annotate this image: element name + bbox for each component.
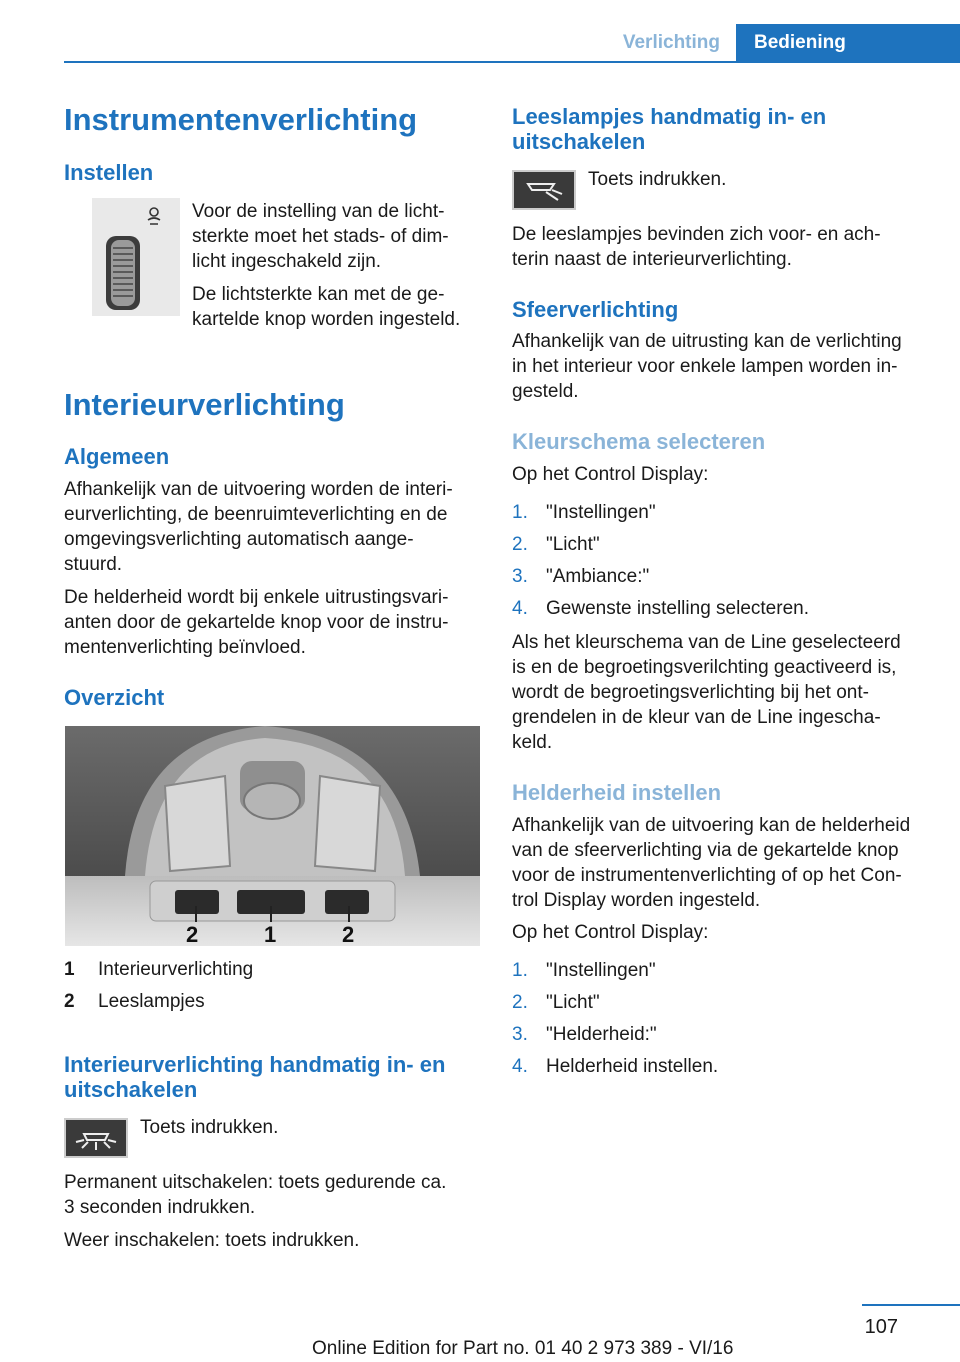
heading-interieur-handmatig-1: Interieurverlichting handmatig in- en xyxy=(64,1052,446,1077)
text-line: trol Display worden ingesteld. xyxy=(512,890,761,911)
text-line: voor de instrumentenverlichting of op het Con- xyxy=(512,865,902,886)
text-line: De helderheid wordt bij enkele uitrustingsvari- xyxy=(64,587,449,608)
reading-light-button-icon xyxy=(512,170,576,210)
step-number: 1. xyxy=(512,960,528,981)
step-text: Gewenste instelling selecteren. xyxy=(546,598,809,619)
weer-paragraph: Weer inschakelen: toets indrukken. xyxy=(64,1230,360,1251)
header-section-tab: Verlichting xyxy=(622,32,720,53)
text-line: eurverlichting, de beenruimteverlichting en de xyxy=(64,504,448,525)
callout-2-right: 2 xyxy=(342,922,355,947)
step-text: "Instellingen" xyxy=(546,502,656,523)
text-line: wordt de begroetingsverlichting bij het ont- xyxy=(512,682,869,703)
step-number: 4. xyxy=(512,598,528,619)
header-rule xyxy=(64,61,960,63)
step-number: 1. xyxy=(512,502,528,523)
step-text: "Licht" xyxy=(546,534,600,555)
text-line: Afhankelijk van de uitvoering kan de helderheid xyxy=(512,815,911,836)
step-number: 2. xyxy=(512,534,528,555)
legend-label: Leeslampjes xyxy=(98,991,205,1012)
text-line: mentenverlichting beïnvloed. xyxy=(64,637,306,658)
text-line: van de sfeerverlichting via de gekartelde knop xyxy=(512,840,899,861)
text-line: 3 seconden indrukken. xyxy=(64,1197,256,1218)
dimmer-wheel-icon xyxy=(92,198,180,316)
step-number: 4. xyxy=(512,1056,528,1077)
footer-rule xyxy=(862,1304,960,1306)
text-line: keld. xyxy=(512,732,553,753)
helder-intro: Op het Control Display: xyxy=(512,922,709,943)
text-line: licht ingeschakeld zijn. xyxy=(192,251,382,272)
step-text: "Instellingen" xyxy=(546,960,656,981)
heading-interieurverlichting: Interieurverlichting xyxy=(64,387,345,422)
text-line: Als het kleurschema van de Line geselecteerd xyxy=(512,632,901,653)
edition-footer: Online Edition for Part no. 01 40 2 973 389 - VI/16 xyxy=(312,1338,734,1359)
header-chapter-tab: Bediening xyxy=(736,24,960,61)
heading-interieur-handmatig-2: uitschakelen xyxy=(64,1077,198,1102)
text-line: sterkte moet het stads- of dim- xyxy=(192,226,449,247)
legend-label: Interieurverlichting xyxy=(98,959,254,980)
text-line: Voor de instelling van de licht- xyxy=(192,201,445,222)
text-line: terin naast de interieurverlichting. xyxy=(512,249,792,270)
callout-2-left: 2 xyxy=(186,922,199,947)
text-line: in het interieur voor enkele lampen worden in- xyxy=(512,356,898,377)
text-line: Permanent uitschakelen: toets gedurende ca. xyxy=(64,1172,447,1193)
overhead-console-photo xyxy=(65,726,480,946)
text-line: De lichtsterkte kan met de ge- xyxy=(192,284,445,305)
step-text: "Ambiance:" xyxy=(546,566,650,587)
step-number: 3. xyxy=(512,1024,528,1045)
legend-number: 1 xyxy=(64,959,75,980)
step-number: 2. xyxy=(512,992,528,1013)
text-line: De leeslampjes bevinden zich voor- en ach- xyxy=(512,224,881,245)
heading-instrumentenverlichting: Instrumentenverlichting xyxy=(64,102,418,137)
step-text: "Licht" xyxy=(546,992,600,1013)
text-line: Afhankelijk van de uitrusting kan de verlichting xyxy=(512,331,902,352)
heading-sfeerverlichting: Sfeerverlichting xyxy=(512,297,679,322)
toets-indrukken-left: Toets indrukken. xyxy=(140,1117,279,1138)
text-line: kartelde knop worden ingesteld. xyxy=(192,309,461,330)
heading-instellen: Instellen xyxy=(64,160,154,185)
text-line: gesteld. xyxy=(512,381,579,402)
text-line: Afhankelijk van de uitvoering worden de interi- xyxy=(64,479,453,500)
callout-1: 1 xyxy=(264,922,277,947)
text-line: stuurd. xyxy=(64,554,123,575)
text-line: grendelen in de kleur van de Line ingescha- xyxy=(512,707,881,728)
kleur-intro: Op het Control Display: xyxy=(512,464,709,485)
step-number: 3. xyxy=(512,566,528,587)
heading-overzicht: Overzicht xyxy=(64,685,165,710)
legend-number: 2 xyxy=(64,991,75,1012)
interior-light-button-icon xyxy=(64,1118,128,1158)
page-number: 107 xyxy=(864,1316,898,1338)
step-text: "Helderheid:" xyxy=(546,1024,657,1045)
heading-algemeen: Algemeen xyxy=(64,444,170,469)
text-line: anten door de gekartelde knop voor de instru- xyxy=(64,612,449,633)
toets-indrukken-right: Toets indrukken. xyxy=(588,169,727,190)
text-line: is en de begroetingsverilchting geactiveerd is, xyxy=(512,657,897,678)
text-line: omgevingsverlichting automatisch aange- xyxy=(64,529,414,550)
heading-leeslampjes-1: Leeslampjes handmatig in- en xyxy=(512,104,827,129)
heading-leeslampjes-2: uitschakelen xyxy=(512,129,646,154)
heading-kleurschema: Kleurschema selecteren xyxy=(512,429,766,454)
step-text: Helderheid instellen. xyxy=(546,1056,719,1077)
heading-helderheid: Helderheid instellen xyxy=(512,780,722,805)
